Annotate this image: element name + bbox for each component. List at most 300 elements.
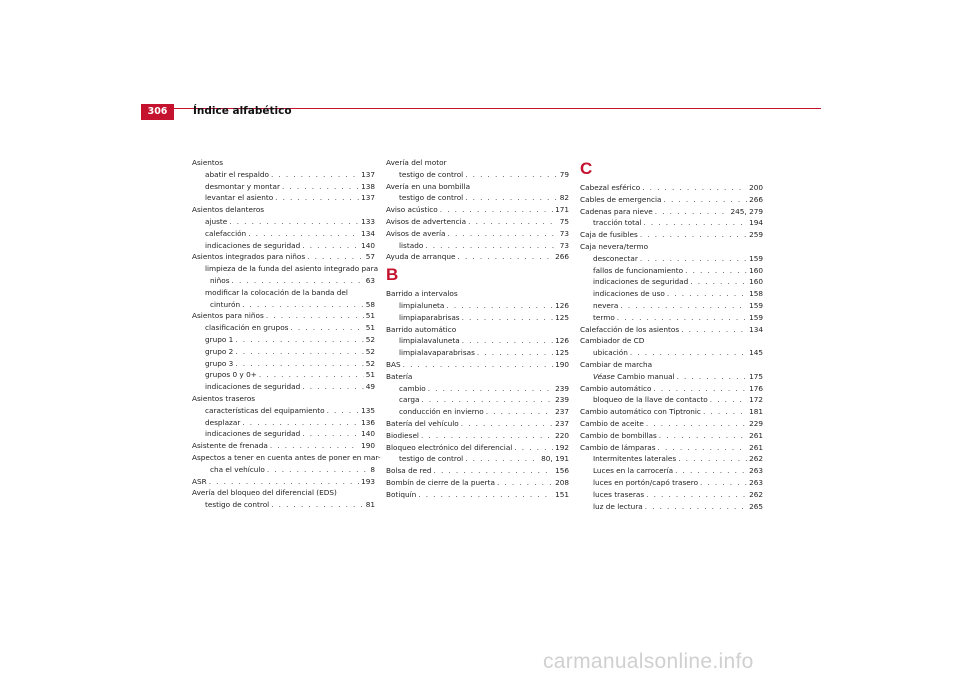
index-entry-term <box>593 312 615 324</box>
leader-dots <box>685 265 747 277</box>
index-entry-text: Caja de fusibles <box>580 230 638 240</box>
page-reference[interactable]: 237 <box>555 418 569 428</box>
index-entry-text: limpieza de la funda del asiento integrado para <box>205 264 379 274</box>
page-reference[interactable]: 160 <box>749 277 763 287</box>
index-entry-text: grupo 3 <box>205 358 234 368</box>
index-entry <box>580 217 763 229</box>
index-column-1 <box>192 157 381 511</box>
index-entry <box>580 371 763 383</box>
index-entry-text: luces traseras <box>593 489 645 499</box>
leader-dots <box>465 192 558 204</box>
leader-dots <box>486 406 553 418</box>
page-reference[interactable]: 137 <box>361 169 375 179</box>
index-entry <box>386 192 569 204</box>
index-entry-term <box>386 216 466 228</box>
index-entry-term <box>593 489 644 501</box>
page-reference[interactable]: 159 <box>749 300 763 310</box>
page-reference[interactable]: 190 <box>555 359 569 369</box>
leader-dots <box>640 229 747 241</box>
index-entry-term <box>593 217 641 229</box>
index-entry <box>580 418 763 430</box>
page-reference[interactable]: 63 <box>365 275 375 285</box>
index-entry <box>386 489 569 501</box>
index-entry <box>386 335 569 347</box>
page-reference[interactable]: 140 <box>361 429 375 439</box>
page-reference[interactable]: 125 <box>555 348 569 358</box>
index-entry-text: Asientos para niños <box>192 311 264 321</box>
index-entry-text: modificar la colocación de la banda del <box>205 287 348 297</box>
index-entry-text: Ayuda de arranque <box>386 252 456 262</box>
leader-dots <box>235 346 363 358</box>
page-reference[interactable]: 140 <box>361 240 375 250</box>
index-entry-text: Bolsa de red <box>386 466 432 476</box>
index-entry-text: Cabezal esférico <box>580 183 641 192</box>
index-entry <box>580 276 763 288</box>
index-entry-term <box>386 489 416 501</box>
page-reference[interactable]: 126 <box>555 300 569 310</box>
index-entry-text: Asientos <box>192 158 224 167</box>
index-entry-text: limpialavaluneta <box>399 336 460 346</box>
index-entry <box>386 228 569 240</box>
index-entry-term <box>593 453 676 465</box>
index-entry <box>580 394 763 406</box>
index-entry <box>386 288 569 300</box>
index-entry-text: indicaciones de seguridad <box>593 277 689 287</box>
page-reference[interactable]: 160 <box>749 265 763 275</box>
index-entry-text: indicaciones de seguridad <box>205 382 301 392</box>
index-entry-term <box>399 347 475 359</box>
index-entry-term <box>399 240 423 252</box>
index-entry-term <box>580 229 638 241</box>
page-reference[interactable]: 80, 191 <box>541 454 569 464</box>
page-reference[interactable]: 151 <box>555 489 569 499</box>
leader-dots <box>659 430 747 442</box>
index-entry-text: grupo 1 <box>205 334 234 344</box>
leader-dots <box>497 477 553 489</box>
index-entry <box>192 452 381 464</box>
page-reference[interactable]: 263 <box>749 466 763 476</box>
page-reference[interactable]: 73 <box>559 240 569 250</box>
index-entry-text: desplazar <box>205 417 241 427</box>
leader-dots <box>645 501 747 513</box>
index-entry-term <box>580 182 640 194</box>
page-reference[interactable]: 125 <box>555 312 569 322</box>
index-entry-term <box>580 406 701 418</box>
leader-dots <box>667 288 747 300</box>
page-reference[interactable]: 136 <box>361 417 375 427</box>
index-entry <box>386 204 569 216</box>
index-entry <box>386 465 569 477</box>
index-entry <box>192 440 375 452</box>
page-reference[interactable]: 159 <box>749 253 763 263</box>
page-reference[interactable]: 51 <box>365 323 375 333</box>
leader-dots <box>643 217 747 229</box>
page-reference[interactable]: 158 <box>749 289 763 299</box>
index-entry-term <box>399 192 463 204</box>
index-entry-term <box>205 381 300 393</box>
page-reference[interactable]: 175 <box>749 371 763 381</box>
page-reference[interactable]: 81 <box>365 500 375 510</box>
index-entry-term <box>386 477 495 489</box>
page-reference[interactable]: 126 <box>555 336 569 346</box>
index-entry-text: indicaciones de seguridad <box>205 429 301 439</box>
index-entry-term <box>386 418 459 430</box>
index-entry-term <box>192 251 305 263</box>
leader-dots <box>428 383 553 395</box>
leader-dots <box>248 228 359 240</box>
page-reference[interactable]: 194 <box>749 218 763 228</box>
index-entry-text: listado <box>399 240 424 250</box>
page-reference[interactable]: 135 <box>361 405 375 415</box>
leader-dots <box>681 324 747 336</box>
leader-dots <box>646 418 747 430</box>
index-entry-text: Asientos traseros <box>192 393 256 403</box>
index-entry-term <box>386 204 438 216</box>
index-entry-term <box>580 442 656 454</box>
index-entry <box>580 383 763 395</box>
index-entry <box>580 489 763 501</box>
page-reference[interactable]: 79 <box>559 169 569 179</box>
index-entry-term <box>593 347 628 359</box>
index-entry-text: Cambiar de marcha <box>580 359 653 369</box>
index-entry-term <box>210 299 240 311</box>
index-entry-term <box>205 322 288 334</box>
leader-dots <box>434 465 554 477</box>
leader-dots <box>270 440 359 452</box>
index-entry-text: Calefacción de los asientos <box>580 324 680 334</box>
leader-dots <box>477 347 553 359</box>
index-entry <box>386 240 569 252</box>
page-reference[interactable]: 8 <box>370 464 375 474</box>
page-reference[interactable]: 145 <box>749 348 763 358</box>
page-reference[interactable]: 137 <box>361 193 375 203</box>
index-entry-text: Asientos delanteros <box>192 205 265 215</box>
index-entry-text: Avería en una bombilla <box>386 181 471 191</box>
page-reference[interactable]: 73 <box>559 228 569 238</box>
index-entry-text: grupo 2 <box>205 346 234 356</box>
page-reference[interactable]: 133 <box>361 216 375 226</box>
index-entry-text: ASR <box>192 476 207 486</box>
page-reference[interactable]: 138 <box>361 181 375 191</box>
page-reference[interactable]: 156 <box>555 466 569 476</box>
page-reference[interactable]: 134 <box>361 228 375 238</box>
page-reference[interactable]: 190 <box>361 441 375 451</box>
index-entry-term <box>205 228 246 240</box>
leader-dots <box>290 322 363 334</box>
index-entry-text: Luces en la carrocería <box>593 466 674 476</box>
leader-dots <box>403 359 553 371</box>
leader-dots <box>640 253 747 265</box>
index-entry-term <box>580 418 644 430</box>
index-entry-text: Avisos de advertencia <box>386 216 467 226</box>
index-entry <box>386 453 569 465</box>
leader-dots <box>235 358 363 370</box>
index-entry-term <box>593 276 688 288</box>
index-entry <box>192 310 375 322</box>
index-entry-term <box>205 358 233 370</box>
page-reference[interactable]: 208 <box>555 477 569 487</box>
index-entry-term <box>210 275 230 287</box>
index-entry <box>580 312 763 324</box>
index-entry <box>192 358 375 370</box>
index-entry-term <box>580 383 651 395</box>
index-entry-term <box>192 440 268 452</box>
page-reference[interactable]: 58 <box>365 299 375 309</box>
leader-dots <box>617 312 747 324</box>
index-entry-text: Biodiesel <box>386 430 419 440</box>
page-reference[interactable]: 181 <box>749 407 763 417</box>
watermark: carmanualsonline.info <box>543 650 754 673</box>
index-entry-text: Cadenas para nieve <box>580 206 653 216</box>
index-entry-text: clasificación en grupos <box>205 323 289 333</box>
leader-dots <box>462 312 553 324</box>
index-entry-term <box>593 371 675 383</box>
index-entry <box>386 312 569 324</box>
page-reference[interactable]: 262 <box>749 489 763 499</box>
index-entry <box>580 465 763 477</box>
index-entry-text: niños <box>210 275 230 285</box>
page-reference[interactable]: 261 <box>749 430 763 440</box>
index-entry <box>386 418 569 430</box>
leader-dots <box>302 240 359 252</box>
index-entry <box>386 394 569 406</box>
leader-dots <box>327 405 360 417</box>
index-entry-text: fallos de funcionamiento <box>593 265 684 275</box>
page-reference[interactable]: 239 <box>555 383 569 393</box>
index-column-2 <box>386 157 569 501</box>
page-reference[interactable]: 82 <box>559 193 569 203</box>
index-entry <box>192 192 375 204</box>
leader-dots <box>242 417 359 429</box>
page-reference[interactable]: 52 <box>365 334 375 344</box>
index-entry <box>192 346 375 358</box>
index-entry-term <box>593 300 618 312</box>
index-column-3 <box>580 157 763 512</box>
index-entry-term <box>205 240 300 252</box>
index-entry <box>386 406 569 418</box>
index-entry <box>580 265 763 277</box>
index-entry-term <box>399 453 463 465</box>
index-entry-text: Cables de emergencia <box>580 194 662 204</box>
index-entry <box>192 476 375 488</box>
index-entry-term <box>205 405 325 417</box>
page-reference[interactable]: 57 <box>365 252 375 262</box>
index-entry-text: cinturón <box>210 299 241 309</box>
index-entry-text: calefacción <box>205 228 247 238</box>
leader-dots <box>690 276 747 288</box>
leader-dots <box>421 430 553 442</box>
index-entry <box>580 324 763 336</box>
index-entry-text: testigo de control <box>399 169 464 179</box>
page-reference[interactable]: 52 <box>365 358 375 368</box>
leader-dots <box>271 499 364 511</box>
index-entry-text: Barrido a intervalos <box>386 289 458 299</box>
index-entry-term <box>386 228 446 240</box>
index-entry-text: limpiaparabrisas <box>399 312 460 322</box>
index-entry-term <box>580 194 662 206</box>
leader-dots <box>678 453 747 465</box>
page-reference[interactable]: 171 <box>555 205 569 215</box>
index-entry-term <box>593 265 683 277</box>
leader-dots <box>446 300 553 312</box>
index-entry-term <box>205 192 273 204</box>
index-entry-text: luces en portón/capó trasero <box>593 477 699 487</box>
index-entry-text: Cambio automático <box>580 383 652 393</box>
index-entry-term <box>399 335 460 347</box>
index-entry <box>192 287 375 299</box>
page-reference[interactable]: 200 <box>749 183 763 192</box>
page-reference[interactable]: 245, 279 <box>730 206 763 216</box>
page-reference[interactable]: 49 <box>365 382 375 392</box>
index-entry-term <box>205 216 227 228</box>
index-entry <box>192 299 375 311</box>
page-reference[interactable]: 51 <box>365 370 375 380</box>
leader-dots <box>307 251 364 263</box>
page-reference[interactable]: 262 <box>749 454 763 464</box>
index-entry <box>386 477 569 489</box>
leader-dots <box>242 299 364 311</box>
index-entry-term <box>205 369 257 381</box>
index-entry-text: Cambio de aceite <box>580 418 644 428</box>
leader-dots <box>461 418 553 430</box>
page-reference[interactable]: 134 <box>749 324 763 334</box>
index-entry-term <box>399 312 460 324</box>
index-entry-term <box>580 324 679 336</box>
page-reference[interactable]: 52 <box>365 346 375 356</box>
index-entry <box>386 371 569 383</box>
leader-dots <box>448 228 558 240</box>
index-entry-text: testigo de control <box>399 193 464 203</box>
page-reference[interactable]: 265 <box>749 501 763 511</box>
page-reference[interactable]: 193 <box>361 476 375 486</box>
index-entry <box>192 251 375 263</box>
page-reference[interactable]: 75 <box>559 216 569 226</box>
index-entry <box>580 359 763 371</box>
index-entry-text: BAS <box>386 359 401 369</box>
page-reference[interactable]: 172 <box>749 395 763 405</box>
index-entry-text: Aviso acústico <box>386 205 438 215</box>
section-letter: C <box>580 159 593 178</box>
index-entry <box>580 335 763 347</box>
leader-dots <box>229 216 359 228</box>
index-entry <box>192 216 375 228</box>
index-entry <box>192 275 375 287</box>
index-entry-term <box>580 206 653 218</box>
index-entry-term <box>205 499 269 511</box>
index-entry-term <box>386 430 419 442</box>
index-entry <box>192 228 375 240</box>
leader-dots <box>675 465 747 477</box>
index-entry-text: testigo de control <box>399 454 464 464</box>
leader-dots <box>209 476 359 488</box>
index-entry-text: grupos 0 y 0+ <box>205 370 257 380</box>
index-entry-text: conducción en invierno <box>399 407 484 417</box>
index-entry-term <box>386 359 401 371</box>
leader-dots <box>458 251 554 263</box>
page-reference[interactable]: 263 <box>749 477 763 487</box>
index-entry-text: limpialavaparabrisas <box>399 348 475 358</box>
index-entry <box>580 253 763 265</box>
page-reference[interactable]: 237 <box>555 407 569 417</box>
index-entry-text: Aspectos a tener en cuenta antes de poner en mar- <box>192 452 381 462</box>
index-entry <box>580 229 763 241</box>
page-reference[interactable]: 51 <box>365 311 375 321</box>
page-reference[interactable]: 220 <box>555 430 569 440</box>
index-entry <box>386 347 569 359</box>
index-entry-text: cambio <box>399 383 426 393</box>
page-reference[interactable]: 266 <box>749 194 763 204</box>
index-entry <box>192 405 375 417</box>
leader-dots <box>271 169 359 181</box>
index-entry <box>580 453 763 465</box>
leader-dots <box>646 489 747 501</box>
section-letter: B <box>386 265 399 285</box>
leader-dots <box>259 369 364 381</box>
index-entry-text: cha el vehículo <box>210 464 265 474</box>
index-entry-text: Intermitentes laterales <box>593 454 677 464</box>
leader-dots <box>462 335 553 347</box>
page-reference[interactable]: 259 <box>749 230 763 240</box>
index-entry <box>192 204 375 216</box>
index-entry <box>192 263 379 275</box>
index-entry-term <box>593 394 708 406</box>
page-reference[interactable]: 239 <box>555 395 569 405</box>
index-entry-text: Cambio de lámparas <box>580 442 656 452</box>
page-reference[interactable]: 229 <box>749 418 763 428</box>
leader-dots <box>425 240 557 252</box>
index-entry-text: desconectar <box>593 253 638 263</box>
page-reference[interactable]: 176 <box>749 383 763 393</box>
index-entry <box>580 182 763 194</box>
index-entry-text: Bloqueo electrónico del diferencial <box>386 442 513 452</box>
page-reference[interactable]: 192 <box>555 442 569 452</box>
leader-dots <box>703 406 747 418</box>
index-entry-term <box>593 465 673 477</box>
index-entry-text: bloqueo de la llave de contacto <box>593 395 708 405</box>
page-reference[interactable]: 261 <box>749 442 763 452</box>
index-entry-text: nevera <box>593 300 619 310</box>
index-entry <box>386 300 569 312</box>
index-entry-term <box>205 334 233 346</box>
index-entry-term <box>386 465 432 477</box>
index-entry-text: Barrido automático <box>386 324 457 334</box>
index-entry-term <box>205 181 280 193</box>
index-entry <box>386 216 569 228</box>
index-entry-text: Cambio de bombillas <box>580 430 657 440</box>
index-entry-text: testigo de control <box>205 500 270 510</box>
index-entry-text: características del equipamiento <box>205 405 325 415</box>
page-number: 306 <box>141 104 174 120</box>
index-entry <box>580 477 763 489</box>
leader-dots <box>642 182 747 194</box>
index-entry <box>386 430 569 442</box>
index-entry-text: tracción total <box>593 218 642 228</box>
index-entry <box>580 206 763 218</box>
index-entry <box>386 169 569 181</box>
page-reference[interactable]: 159 <box>749 312 763 322</box>
leader-dots <box>302 381 363 393</box>
index-entry-term <box>399 300 444 312</box>
leader-dots <box>658 442 748 454</box>
index-entry <box>386 157 569 169</box>
index-entry <box>580 194 763 206</box>
leader-dots <box>514 442 553 454</box>
index-entry-text: luz de lectura <box>593 501 643 511</box>
page-reference[interactable]: 266 <box>555 252 569 262</box>
leader-dots <box>421 394 553 406</box>
leader-dots <box>235 334 363 346</box>
leader-dots <box>620 300 747 312</box>
